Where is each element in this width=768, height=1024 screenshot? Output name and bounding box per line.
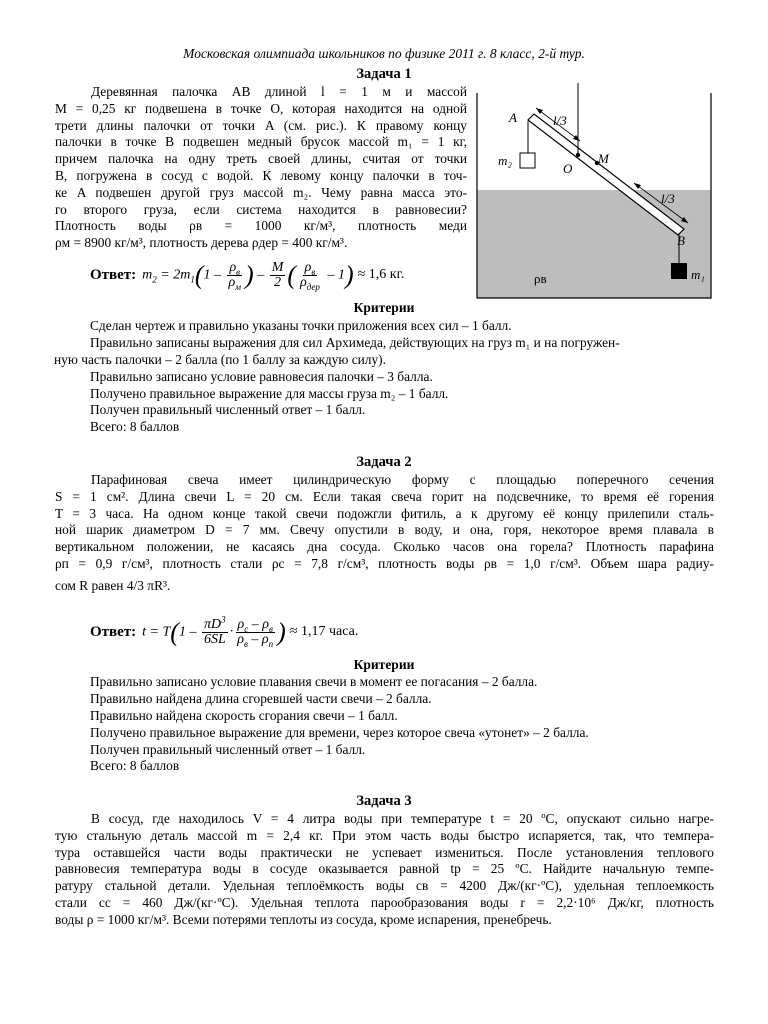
- task3-line-5: ратуру стальной детали. Удельная теплоёмкость воды cв = 4200 Дж/(кг·ºС), удельная теплоемкость: [55, 878, 714, 894]
- task2-answer: [90, 612, 358, 652]
- task1-criterion-2: Правильно записаны выражения для сил Архимеда, действующих на груз m₁ и на погружен-: [90, 334, 620, 350]
- task1-line-5: причем палочка на одну треть своей длины, считая от точки: [55, 151, 467, 167]
- label-a: A: [509, 110, 517, 125]
- document-header: Московская олимпиада школьников по физике 2011 г. 8 класс, 2-й тур.: [183, 46, 585, 61]
- m2-block: [520, 153, 535, 168]
- label-rho-water: ρв: [534, 271, 547, 286]
- task1-answer-label: Ответ:: [90, 266, 137, 283]
- task1-criterion-1: Сделан чертеж и правильно указаны точки приложения всех сил – 1 балл.: [90, 318, 512, 333]
- label-m2: m₂: [498, 153, 512, 168]
- rod-diagram: [476, 83, 712, 299]
- task1-line-7: ке A подвешен другой груз массой m₂. Чему равна масса это-: [55, 184, 467, 200]
- label-b: B: [677, 233, 685, 248]
- task3-title: Задача 3: [356, 793, 412, 809]
- task2-title: Задача 2: [356, 454, 412, 470]
- task2-line-2: S = 1 см². Длина свечи L = 20 см. Если такая свеча горит на подсвечнике, то время её горения: [55, 488, 714, 504]
- task2-criterion-4: Получено правильное выражение для времени, через которое свеча «утонет» – 2 балла.: [90, 724, 589, 740]
- task1-answer-result: ≈ 1,6 кг.: [357, 267, 405, 282]
- task2-answer-formula: t = T(1 – $\frac{\pi D^3}{6SL}$ · $\frac{\rho_с - \rho_в}{\rho_в - \rho_п}$ ): [142, 613, 286, 649]
- task1-line-6: B, погружена в сосуд с водой. К левому концу палочки в точ-: [55, 167, 467, 183]
- task1-total: Всего: 8 баллов: [90, 419, 180, 435]
- task3-line-1: В сосуд, где находилось V = 4 литра воды при температуре t = 20 ºС, опускают сильно нагре-: [91, 811, 714, 826]
- task2-sphere-formula: 4/3 πR³.: [126, 577, 171, 593]
- task2-line-6: ρп = 0,9 г/см³, плотность стали ρс = 7,8 г/см³, плотность воды ρв = 1,0 г/см³. Объем шара радиу-: [55, 555, 714, 571]
- task1-line-4: палочки в точке B подвешен медный брусок массой m₁ = 1 кг,: [55, 134, 467, 150]
- task2-line-3: T = 3 часа. На одном конце такой свечи подожгли фитиль, а к другому её концу прилепили сталь-: [55, 505, 714, 521]
- m1-block: [671, 263, 687, 279]
- task1-figure: [476, 83, 712, 299]
- task2-criterion-2: Правильно найдена длина сгоревшей части свечи – 2 балла.: [90, 690, 432, 706]
- label-o: O: [563, 161, 573, 176]
- task3-line-3: тура оставшейся части воды практически не успевает измениться. После установления теплового: [55, 844, 714, 860]
- task3-line-4: равновесия температура воды в сосуде оказывается равной tр = 25 ºС. Найдите начальную темпе-: [55, 861, 714, 877]
- water-region: [477, 190, 711, 298]
- task2-criterion-1: Правильно записано условие плавания свечи в момент ее погасания – 2 балла.: [90, 674, 538, 689]
- task1-line-8: го второго груза, если система находится в равновесии?: [55, 201, 467, 217]
- task2-line-1: Парафиновая свеча имеет цилиндрическую форму с площадью поперечного сечения: [91, 472, 714, 487]
- task2-criteria-title: Критерии: [353, 657, 415, 672]
- dim-arrow-top-b: [573, 135, 580, 141]
- dim-arrow-top-a: [536, 108, 543, 114]
- task1-criteria-title: Критерии: [353, 300, 415, 315]
- task2-total: Всего: 8 баллов: [90, 758, 180, 774]
- label-m: M: [598, 151, 609, 166]
- task1-title: Задача 1: [356, 66, 412, 82]
- task1-statement: [55, 84, 467, 252]
- task2-line-7: [55, 573, 714, 599]
- task1-criterion-5: Получен правильный численный ответ – 1 балл.: [90, 402, 366, 418]
- task1-criterion-2-cont: ную часть палочки – 2 балла (по 1 баллу за каждую силу).: [54, 351, 386, 367]
- task1-line-9: Плотность воды ρв = 1000 кг/м³, плотность меди: [55, 218, 467, 234]
- task2-answer-result: ≈ 1,17 часа.: [289, 624, 359, 639]
- task2-line-4: ной шарик диаметром D = 7 мм. Свечу опустили в воду, и она, горя, некоторое время плавала в: [55, 522, 714, 538]
- task1-answer: [90, 258, 404, 292]
- task2-criterion-5: Получен правильный численный ответ – 1 балл.: [90, 741, 366, 757]
- pivot-point: [576, 153, 580, 157]
- task1-criteria-list: [54, 318, 730, 436]
- task2-answer-label: Ответ:: [90, 623, 137, 640]
- task1-criterion-4: Получено правильное выражение для массы груза m₂ – 1 балл.: [90, 385, 449, 401]
- task2-line-5: вертикальном положении, не касаясь дна сосуда. Сколько часов она горела? Плотность парафина: [55, 539, 714, 555]
- task1-line-3: трети длины палочки от точки A (см. рис.). К правому концу: [55, 117, 467, 133]
- label-m1: m₁: [691, 267, 705, 282]
- task1-criterion-3: Правильно записано условие равновесия палочки – 3 балла.: [90, 368, 433, 384]
- task1-answer-formula: $m_2 = 2m_1(1$ – $\frac{\rho_в}{\rho_м}$ ) – $\frac{M}{2}$ ( $\frac{\rho_в}{\rho_{дер}}$ – 1): [142, 259, 354, 292]
- task3-line-2: тую стальную деталь массой m = 2,4 кг. При этом часть воды быстро испаряется, так, что темпера-: [55, 827, 714, 843]
- task1-line-2: M = 0,25 кг подвешена в точке O, которая находится на одной: [55, 100, 467, 116]
- task3-statement: [55, 811, 714, 929]
- label-l3-top: l/3: [553, 113, 567, 128]
- label-l3-bottom: l/3: [661, 191, 675, 206]
- task3-line-6: стали cс = 460 Дж/(кг·ºС). Удельная теплота парообразования воды r = 2,2·10⁶ Дж/кг, плотность: [55, 894, 714, 910]
- task2-statement: [55, 472, 714, 599]
- dim-arrow-bottom-a: [634, 183, 641, 189]
- task2-criteria-list: [90, 674, 730, 775]
- task2-line-7-text: сом R равен: [55, 577, 124, 593]
- task3-line-7: воды ρ = 1000 кг/м³. Всеми потерями теплоты из сосуда, кроме испарения, пренебречь.: [55, 911, 552, 927]
- task2-criterion-3: Правильно найдена скорость сгорания свечи – 1 балл.: [90, 707, 398, 723]
- task1-line-10: ρм = 8900 кг/м³, плотность дерева ρдер = 400 кг/м³.: [55, 235, 348, 251]
- task1-line-1: Деревянная палочка AB длиной l = 1 м и массой: [91, 84, 467, 99]
